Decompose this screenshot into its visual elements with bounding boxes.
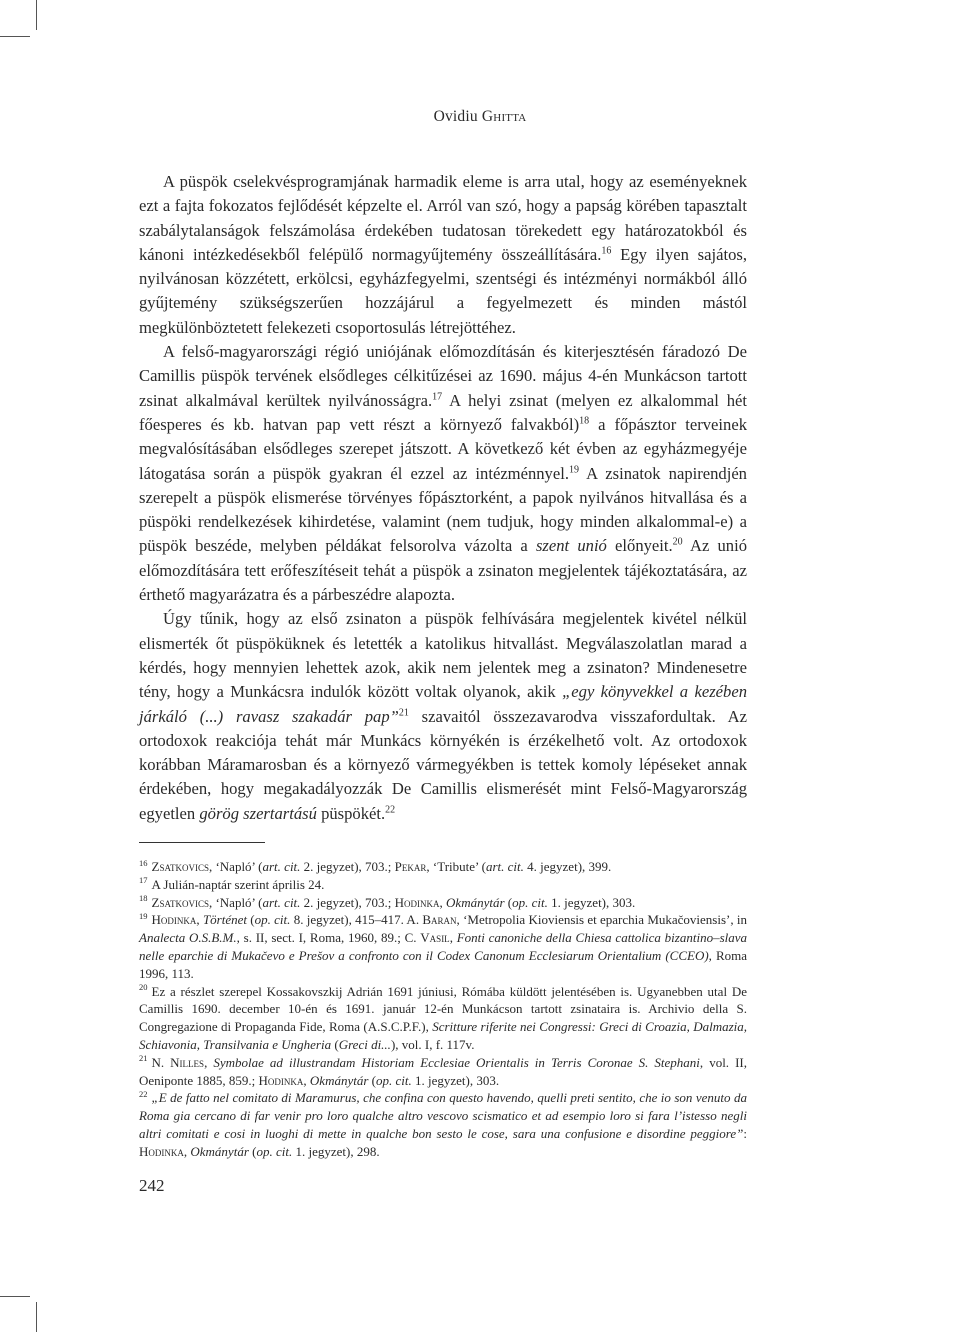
footnote-number: 22 — [139, 1089, 148, 1100]
author-name: Hodinka — [258, 1072, 304, 1088]
italic-run: Analecta O.S.B.M. — [139, 930, 237, 946]
text-run: Úgy tűnik, hogy az első zsinaton a püspök felhívására megjelentek kivétel nélkül elismerték őt püspöküknek és letették a katolikus hitvallást. Megválaszolatlan marad a kérdés, hogy mennyien lehettek azok, akik nem jelentek meg a zsinaton? Mindenesetre tény, hogy a Munkácsra indulók között voltak olyanok, akik — [139, 609, 747, 702]
footnote-ref-16: 16 — [601, 245, 612, 257]
footnote-number: 21 — [139, 1053, 148, 1064]
author-name: Hodinka — [151, 912, 197, 928]
footnote-number: 17 — [139, 875, 148, 886]
text-run: : — [743, 1125, 747, 1141]
author-name: Zsatkovics — [151, 894, 209, 910]
emphasis: görög szertartású — [199, 803, 317, 823]
text-run: A zsinatok napirendjén szerepelt a püspök elismerése törvényes főpásztorként, a papok nyilvános hitvallása és a püspöki rendelkezések kihirdetése, valamint (nem tudjuk, hogy minden alkalommal-e) a püspök beszéde, melyben példákat felsorolva vázolta a — [139, 463, 747, 556]
footnotes — [139, 858, 747, 1161]
footnote-number: 20 — [139, 982, 148, 993]
text-run: A felső-magyarországi régió uniójának előmozdításán és kiterjesztésén fáradozó De Camillis püspök tervének elsődleges célkitűzései az 1690. május 4-én Munkácson tartott zsinat alkalmával kerültek nyilvánosságra. — [139, 342, 747, 410]
text-run: ( — [248, 1143, 257, 1159]
author-name: Zsatkovics — [151, 859, 209, 874]
footnote-separator — [139, 842, 265, 843]
text-run: , — [449, 930, 457, 946]
author-name: Hodinka — [139, 1143, 184, 1159]
crop-mark-top-left — [36, 0, 37, 30]
text-run: , — [196, 912, 203, 928]
text-run: , s. II, sect. I, Roma, 1960, 89.; C. — [236, 930, 421, 946]
footnote-20 — [139, 983, 747, 1054]
italic-run: op. cit. — [512, 894, 548, 910]
running-head-given-name: Ovidiu — [433, 108, 478, 125]
text-run: 8. jegyzet), 415–417. A. — [290, 912, 423, 928]
text-run: , vol. II, Oeniponte 1885, 859.; — [139, 1054, 747, 1088]
text-run: ( — [331, 1036, 339, 1052]
text-run: ( — [368, 1072, 376, 1088]
footnote-16 — [139, 858, 747, 876]
author-name: Baran — [422, 912, 457, 928]
text-run: püspökét. — [316, 803, 386, 823]
author-name: Pekar — [394, 859, 427, 874]
text-run: Egy ilyen sajátos, nyilvánosan közzétett, erkölcsi, egyházfegyelmi, szentségi és intézményi normákból álló gyűjtemény szükségszerűen hozzájárul a fegyelmezett és minden mástól megkülönböztetett felekezeti csoportosulás létrejöttéhez. — [139, 244, 747, 337]
text-run: , ‘Napló’ ( — [208, 894, 263, 910]
footnote-21 — [139, 1054, 747, 1090]
crop-mark-top-left-h — [0, 36, 30, 37]
text-run: A helyi zsinat (melyen ez alkalommal hét főesperes és kb. hatvan pap vett részt a környező falvakból) — [139, 390, 748, 434]
paragraph-3 — [139, 607, 747, 826]
running-head — [0, 108, 960, 126]
text-run: előnyeit. — [606, 536, 673, 556]
italic-run: Greci di... — [338, 1036, 391, 1052]
footnote-18 — [139, 894, 747, 912]
page-number: 242 — [139, 1176, 165, 1195]
text-run: A Julián-naptár szerint április 24. — [151, 876, 325, 892]
text-run: szavaitól összezavarodva visszafordultak. Az ortodoxok reakciója tehát már Munkács környékén is érzékelhető volt. Az ortodoxok korábban Máramarosban és a környező vármegyékben is tettek komoly lépéseket annak érdekében, hogy megakadályozzák De Camillis elismerését mint Felső-Magyarország egyetlen — [139, 706, 747, 823]
text-run: ), vol. I, f. 117v. — [390, 1036, 475, 1052]
italic-run: op. cit. — [376, 1072, 412, 1088]
text-run: , — [183, 1143, 191, 1159]
footnote-number: 18 — [139, 893, 148, 904]
italic-run: Symbolae ad illustrandam Historiam Ecclesiae Orientalis in Terris Coronae S. Stephani — [213, 1054, 700, 1070]
footnote-ref-18: 18 — [579, 415, 590, 427]
emphasis: szent unió — [535, 536, 607, 556]
footnote-22 — [139, 1089, 747, 1160]
text-run: ( — [504, 894, 513, 910]
text-run: , ‘Tribute’ ( — [426, 859, 486, 874]
italic-run: Történet — [202, 912, 247, 928]
crop-mark-bottom-left-h — [0, 1296, 30, 1297]
text-run: Az unió előmozdítására tett erőfeszítéseit tehát a püspök a zsinaton megjelentek tájékoztatására, az érthető magyarázatra és a párbeszédre alapozta. — [139, 536, 748, 605]
footnote-ref-17: 17 — [432, 391, 443, 403]
text-run: 2. jegyzet), 703.; — [300, 859, 395, 874]
text-run: a főpásztor terveinek megvalósításában elsődleges szerepet játszott. A következő két évben az egyházmegyéje látogatása során a püspök gyakran él ezzel az intézménnyel. — [139, 414, 747, 483]
text-run: 1. jegyzet), 303. — [411, 1072, 500, 1088]
author-name: Hodinka — [394, 894, 440, 910]
paragraph-1 — [139, 170, 747, 340]
text-run: 1. jegyzet), 298. — [292, 1143, 380, 1159]
footnote-17 — [139, 876, 747, 894]
text-run: , — [303, 1072, 310, 1088]
italic-run: Okmánytár — [446, 894, 505, 910]
italic-run: Okmánytár — [309, 1072, 369, 1088]
italic-run: op. cit. — [254, 912, 291, 928]
body-text — [139, 170, 747, 826]
crop-mark-bottom-left — [36, 1302, 37, 1332]
footnote-ref-19: 19 — [568, 464, 579, 476]
italic-run: art. cit. — [485, 859, 524, 874]
quotation: „egy könyvekkel a kezében járkáló (...) ravasz szakadár pap” — [139, 682, 747, 726]
footnote-19 — [139, 911, 747, 982]
italic-run: Okmánytár — [190, 1143, 249, 1159]
text-run: ( — [247, 912, 255, 928]
italic-run: art. cit. — [262, 894, 301, 910]
italic-run: op. cit. — [256, 1143, 293, 1159]
footnote-ref-21: 21 — [398, 707, 409, 718]
italic-run: „E de fatto nel comitato di Maramurus, che confina con questo havendo, quelli preti sentito, che io son venuto da Roma gia cercano di far venir pro loro qualche altro vescovo scismatico et ad esempio loro si fara l’istesso negli altri comitati e cosi in luoghi di mette in qualche bon sesto le cose, sara una confusione e disordine peggiore” — [139, 1090, 747, 1141]
text-run: N. — [151, 1054, 171, 1070]
footnote-number: 16 — [139, 857, 148, 868]
text-run: , ‘Metropolia Kioviensis et eparchia Mukačoviensis’, in — [456, 912, 748, 928]
footnote-ref-22: 22 — [385, 804, 396, 816]
text-run: , — [204, 1054, 214, 1070]
author-name: Nilles — [170, 1054, 205, 1070]
text-run: , — [439, 894, 447, 910]
text-run: , Roma 1996, 113. — [139, 947, 747, 981]
text-run: Ez a részlet szerepel Kossakovszkij Adrián 1691 júniusi, Rómába küldött jelentésében is. Ugyanebben utal De Camillis 1690. december 10-én és 1691. január 12-én Munkácson tartott zsinataira is. Archivio della S. Congregazione di Propaganda Fide, Roma (A.S.C.P.F.), — [139, 983, 747, 1035]
text-run: 2. jegyzet), 703.; — [300, 894, 395, 910]
author-name: Vasil — [420, 930, 450, 946]
text-run: A püspök cselekvésprogramjának harmadik eleme is arra utal, hogy az eseményeknek ezt a fajta fokozatos fejlődését képzelte el. Arról van szó, hogy a papság körében tapasztalt szabálytalanságok felszámolása érdekében tudatosan törekedett egy határozatokból és kánoni intézkedésekből felépülő normagyűjtemény összeállítására. — [139, 172, 747, 264]
running-head-family-name: Ghitta — [481, 108, 527, 125]
italic-run: art. cit. — [262, 859, 301, 874]
text-run: , ‘Napló’ ( — [208, 859, 263, 874]
italic-run: Fonti canoniche della Chiesa cattolica bizantino–slava nelle eparchie di Mukačevo e Prešov a confronto con il Codex Canonum Ecclesiarum Orientalium (CCEO) — [139, 930, 748, 963]
footnote-ref-20: 20 — [672, 536, 683, 548]
paragraph-2 — [139, 340, 747, 607]
italic-run: Scritture riferite nei Congressi: Greci di Croazia, Dalmazia, Schiavonia, Transilvania e Ungheria — [139, 1019, 748, 1052]
text-run: 4. jegyzet), 399. — [523, 859, 612, 874]
text-run: 1. jegyzet), 303. — [547, 894, 636, 910]
footnote-number: 19 — [139, 911, 148, 922]
